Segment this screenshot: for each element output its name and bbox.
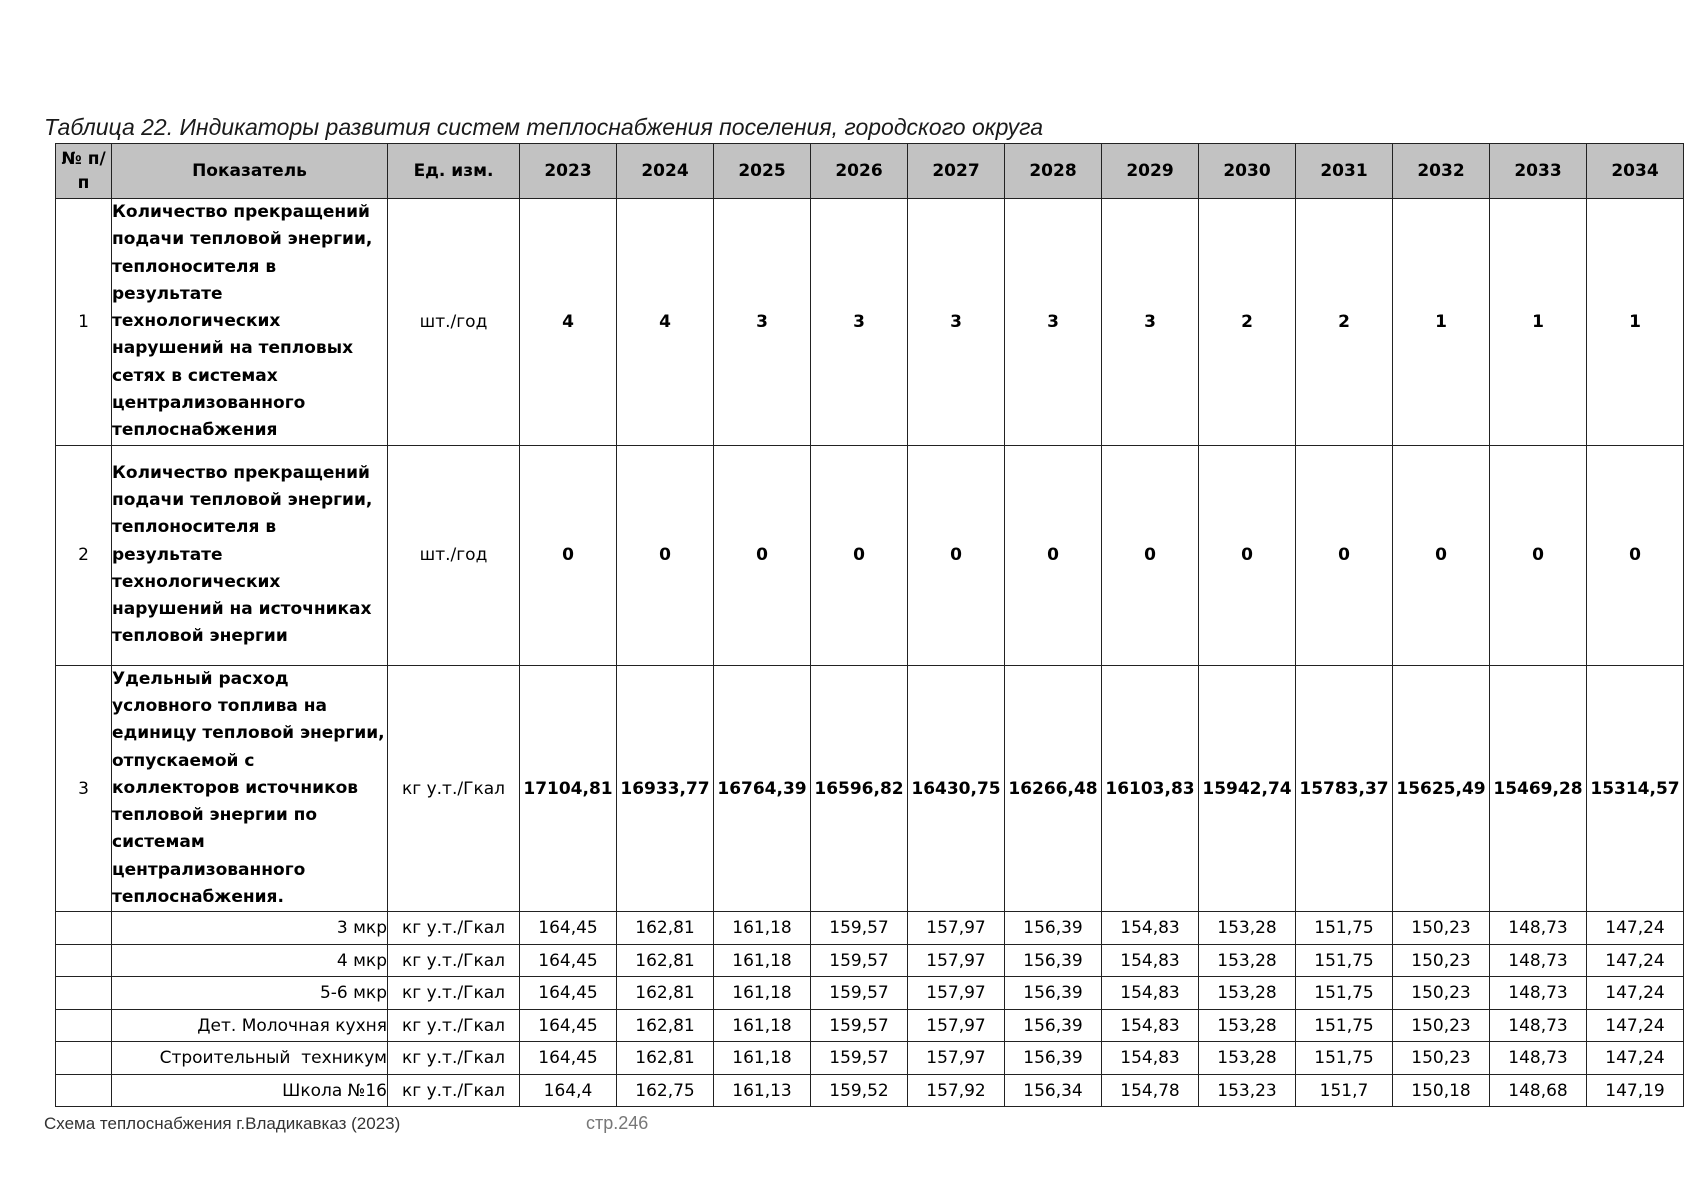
value-cell: 15625,49 (1393, 665, 1490, 912)
value-cell: 148,68 (1490, 1074, 1587, 1107)
value-cell: 148,73 (1490, 977, 1587, 1010)
value-cell: 16103,83 (1102, 665, 1199, 912)
value-cell: 159,52 (811, 1074, 908, 1107)
value-cell: 3 (1102, 199, 1199, 446)
value-cell: 15314,57 (1587, 665, 1684, 912)
value-cell: 157,97 (908, 1042, 1005, 1075)
indicators-table (55, 143, 1684, 1107)
header-unit: Ед. изм. (388, 144, 520, 199)
value-cell: 150,23 (1393, 944, 1490, 977)
value-cell: 164,45 (520, 1009, 617, 1042)
value-cell: 157,92 (908, 1074, 1005, 1107)
subrow-name: 3 мкр (112, 912, 388, 945)
indicator-name: Количество прекращений подачи тепловой энергии, теплоносителя в результате технологических нарушений на тепловых сетях в системах централизованного теплоснабжения (112, 199, 388, 446)
page-number: стр.246 (586, 1113, 649, 1133)
value-cell: 164,45 (520, 977, 617, 1010)
value-cell: 0 (1005, 445, 1102, 665)
value-cell: 151,7 (1296, 1074, 1393, 1107)
value-cell: 0 (1490, 445, 1587, 665)
value-cell: 157,97 (908, 912, 1005, 945)
row-number: 3 (56, 665, 112, 912)
row-number (56, 1042, 112, 1075)
subrow-name: 5-6 мкр (112, 977, 388, 1010)
value-cell: 16764,39 (714, 665, 811, 912)
value-cell: 154,83 (1102, 912, 1199, 945)
value-cell: 151,75 (1296, 944, 1393, 977)
value-cell: 147,24 (1587, 1009, 1684, 1042)
header-year: 2029 (1102, 144, 1199, 199)
row-number: 1 (56, 199, 112, 446)
row-number (56, 1009, 112, 1042)
subrow-name: Дет. Молочная кухня (112, 1009, 388, 1042)
value-cell: 164,45 (520, 1042, 617, 1075)
value-cell: 1 (1393, 199, 1490, 446)
value-cell: 147,24 (1587, 977, 1684, 1010)
value-cell: 162,81 (617, 977, 714, 1010)
value-cell: 153,28 (1199, 944, 1296, 977)
row-number (56, 1074, 112, 1107)
unit-cell: кг у.т./Гкал (388, 944, 520, 977)
value-cell: 156,39 (1005, 977, 1102, 1010)
value-cell: 150,23 (1393, 1042, 1490, 1075)
value-cell: 0 (1296, 445, 1393, 665)
table-header-row (56, 144, 1684, 199)
value-cell: 148,73 (1490, 912, 1587, 945)
header-year: 2026 (811, 144, 908, 199)
value-cell: 154,83 (1102, 1042, 1199, 1075)
row-number (56, 944, 112, 977)
value-cell: 156,39 (1005, 944, 1102, 977)
header-year: 2034 (1587, 144, 1684, 199)
value-cell: 162,81 (617, 1042, 714, 1075)
value-cell: 0 (1102, 445, 1199, 665)
value-cell: 17104,81 (520, 665, 617, 912)
value-cell: 1 (1587, 199, 1684, 446)
value-cell: 161,13 (714, 1074, 811, 1107)
value-cell: 16596,82 (811, 665, 908, 912)
value-cell: 162,75 (617, 1074, 714, 1107)
table-subrow (56, 1042, 1684, 1075)
indicator-name: Удельный расход условного топлива на единицу тепловой энергии, отпускаемой с коллекторов источников тепловой энергии по системам централизованного теплоснабжения. (112, 665, 388, 912)
header-year: 2023 (520, 144, 617, 199)
value-cell: 3 (714, 199, 811, 446)
header-indicator: Показатель (112, 144, 388, 199)
value-cell: 147,24 (1587, 1042, 1684, 1075)
value-cell: 16430,75 (908, 665, 1005, 912)
table-caption: Таблица 22. Индикаторы развития систем теплоснабжения поселения, городского округа (44, 114, 1044, 140)
value-cell: 147,24 (1587, 944, 1684, 977)
table-subrow (56, 1009, 1684, 1042)
value-cell: 3 (811, 199, 908, 446)
value-cell: 0 (1199, 445, 1296, 665)
value-cell: 150,18 (1393, 1074, 1490, 1107)
value-cell: 0 (1587, 445, 1684, 665)
value-cell: 162,81 (617, 912, 714, 945)
value-cell: 2 (1199, 199, 1296, 446)
table-subrow (56, 944, 1684, 977)
header-year: 2025 (714, 144, 811, 199)
value-cell: 159,57 (811, 1009, 908, 1042)
value-cell: 0 (520, 445, 617, 665)
row-number (56, 912, 112, 945)
value-cell: 1 (1490, 199, 1587, 446)
value-cell: 154,83 (1102, 977, 1199, 1010)
value-cell: 154,83 (1102, 944, 1199, 977)
value-cell: 156,34 (1005, 1074, 1102, 1107)
value-cell: 147,19 (1587, 1074, 1684, 1107)
unit-cell: кг у.т./Гкал (388, 1042, 520, 1075)
row-number: 2 (56, 445, 112, 665)
value-cell: 159,57 (811, 1042, 908, 1075)
value-cell: 15469,28 (1490, 665, 1587, 912)
value-cell: 156,39 (1005, 1042, 1102, 1075)
value-cell: 16933,77 (617, 665, 714, 912)
value-cell: 3 (1005, 199, 1102, 446)
value-cell: 4 (520, 199, 617, 446)
table-row (56, 199, 1684, 446)
value-cell: 164,4 (520, 1074, 617, 1107)
value-cell: 153,28 (1199, 1009, 1296, 1042)
value-cell: 154,83 (1102, 1009, 1199, 1042)
value-cell: 157,97 (908, 977, 1005, 1010)
value-cell: 161,18 (714, 977, 811, 1010)
value-cell: 164,45 (520, 944, 617, 977)
value-cell: 148,73 (1490, 1042, 1587, 1075)
indicator-name: Количество прекращений подачи тепловой энергии, теплоносителя в результате технологических нарушений на источниках тепловой энергии (112, 445, 388, 665)
value-cell: 15942,74 (1199, 665, 1296, 912)
table-row (56, 665, 1684, 912)
value-cell: 151,75 (1296, 1042, 1393, 1075)
unit-cell: кг у.т./Гкал (388, 1074, 520, 1107)
value-cell: 3 (908, 199, 1005, 446)
value-cell: 0 (908, 445, 1005, 665)
value-cell: 2 (1296, 199, 1393, 446)
table-subrow (56, 912, 1684, 945)
table-subrow (56, 1074, 1684, 1107)
header-year: 2027 (908, 144, 1005, 199)
table-row (56, 445, 1684, 665)
value-cell: 153,28 (1199, 977, 1296, 1010)
value-cell: 161,18 (714, 912, 811, 945)
subrow-name: Школа №16 (112, 1074, 388, 1107)
value-cell: 0 (617, 445, 714, 665)
unit-cell: шт./год (388, 199, 520, 446)
value-cell: 151,75 (1296, 1009, 1393, 1042)
value-cell: 150,23 (1393, 912, 1490, 945)
header-year: 2032 (1393, 144, 1490, 199)
header-num: № п/п (56, 144, 112, 199)
header-year: 2028 (1005, 144, 1102, 199)
value-cell: 153,28 (1199, 912, 1296, 945)
unit-cell: кг у.т./Гкал (388, 977, 520, 1010)
unit-cell: шт./год (388, 445, 520, 665)
value-cell: 153,23 (1199, 1074, 1296, 1107)
value-cell: 150,23 (1393, 977, 1490, 1010)
value-cell: 157,97 (908, 1009, 1005, 1042)
value-cell: 150,23 (1393, 1009, 1490, 1042)
value-cell: 164,45 (520, 912, 617, 945)
value-cell: 15783,37 (1296, 665, 1393, 912)
value-cell: 161,18 (714, 944, 811, 977)
value-cell: 157,97 (908, 944, 1005, 977)
value-cell: 156,39 (1005, 912, 1102, 945)
header-year: 2024 (617, 144, 714, 199)
value-cell: 159,57 (811, 944, 908, 977)
subrow-name: 4 мкр (112, 944, 388, 977)
unit-cell: кг у.т./Гкал (388, 665, 520, 912)
value-cell: 159,57 (811, 912, 908, 945)
value-cell: 4 (617, 199, 714, 446)
value-cell: 0 (714, 445, 811, 665)
value-cell: 161,18 (714, 1009, 811, 1042)
value-cell: 159,57 (811, 977, 908, 1010)
value-cell: 147,24 (1587, 912, 1684, 945)
value-cell: 151,75 (1296, 977, 1393, 1010)
value-cell: 148,73 (1490, 1009, 1587, 1042)
subrow-name: Строительный техникум (112, 1042, 388, 1075)
header-year: 2033 (1490, 144, 1587, 199)
unit-cell: кг у.т./Гкал (388, 1009, 520, 1042)
value-cell: 162,81 (617, 1009, 714, 1042)
value-cell: 0 (1393, 445, 1490, 665)
value-cell: 153,28 (1199, 1042, 1296, 1075)
table-subrow (56, 977, 1684, 1010)
value-cell: 16266,48 (1005, 665, 1102, 912)
value-cell: 0 (811, 445, 908, 665)
value-cell: 151,75 (1296, 912, 1393, 945)
value-cell: 156,39 (1005, 1009, 1102, 1042)
footer-document-title: Схема теплоснабжения г.Владикавказ (2023) (44, 1114, 401, 1133)
value-cell: 154,78 (1102, 1074, 1199, 1107)
value-cell: 161,18 (714, 1042, 811, 1075)
header-year: 2031 (1296, 144, 1393, 199)
unit-cell: кг у.т./Гкал (388, 912, 520, 945)
header-year: 2030 (1199, 144, 1296, 199)
value-cell: 148,73 (1490, 944, 1587, 977)
value-cell: 162,81 (617, 944, 714, 977)
row-number (56, 977, 112, 1010)
